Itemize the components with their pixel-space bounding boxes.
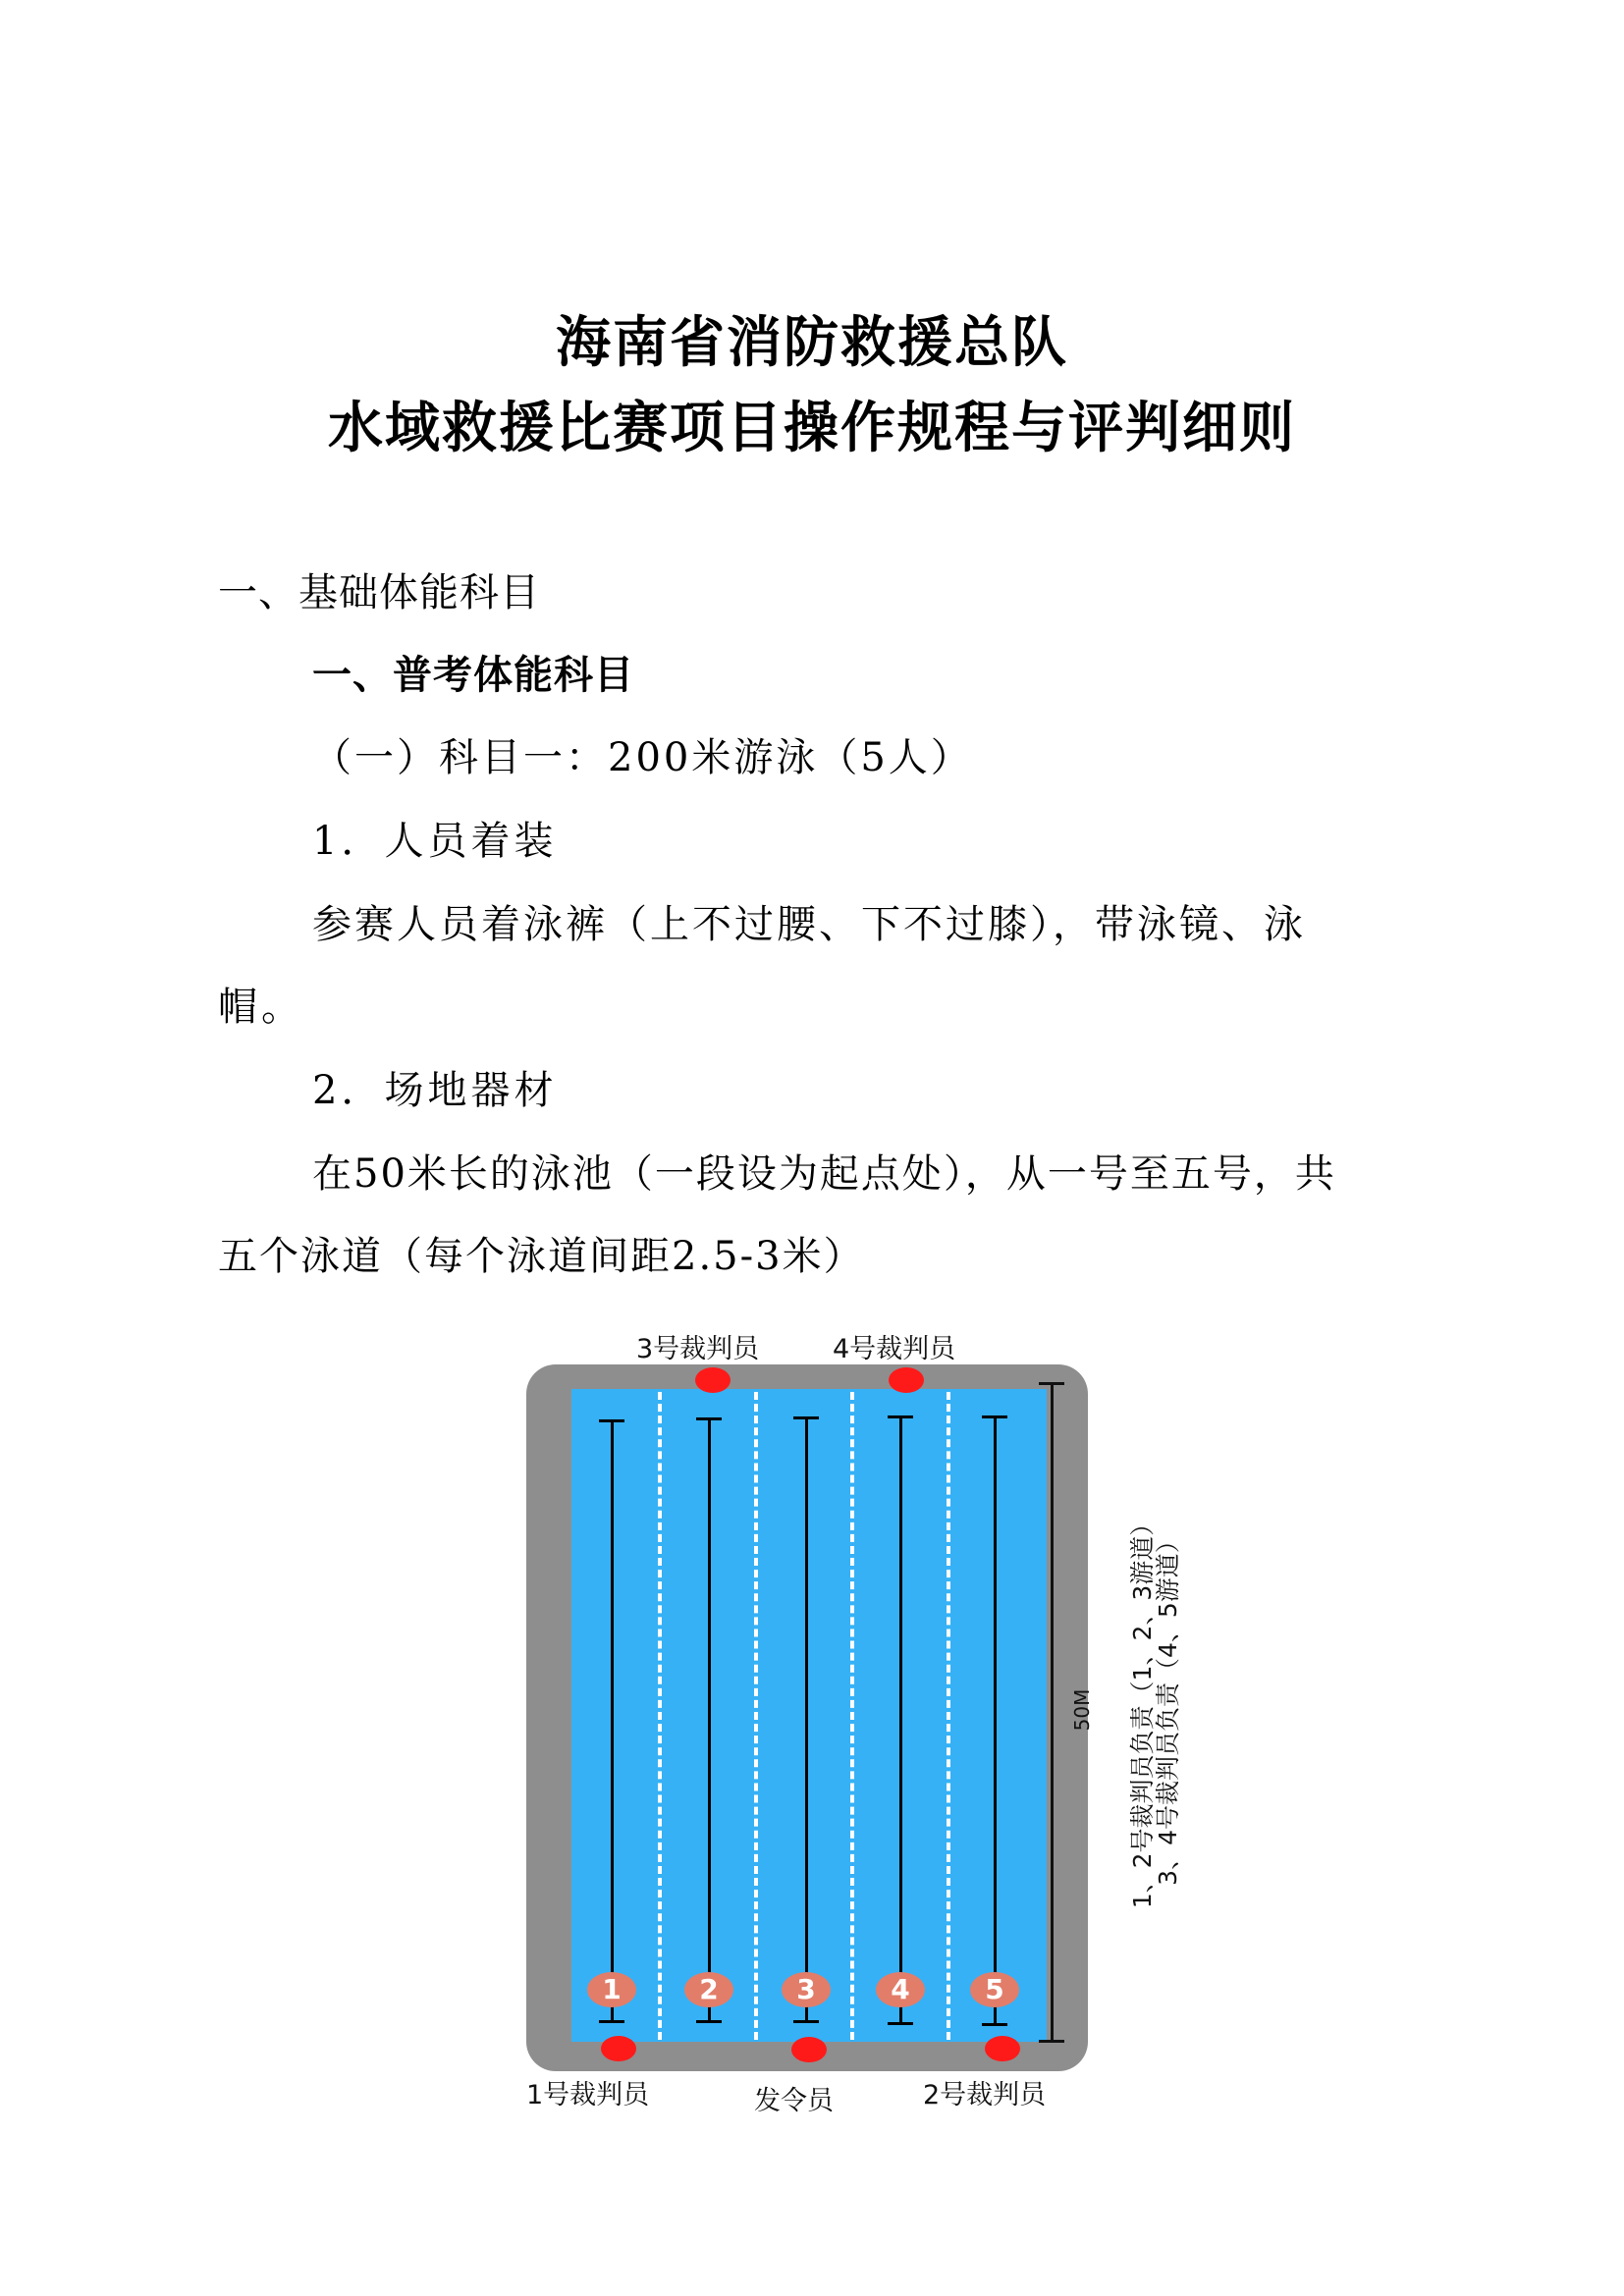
lane-line (611, 1419, 614, 2022)
lane-line-cap (888, 2022, 913, 2025)
judge-3-label: 3号裁判员 (636, 1334, 760, 1364)
judge-4-marker (889, 1367, 924, 1393)
point2-text-line1: 在50米长的泳池（一段设为起点处），从一号至五号，共 (312, 1151, 1336, 1197)
judge-note-line1: 1、2号裁判员负责（1、2、3游道） (1128, 1511, 1157, 1909)
lane-badge-3: 3 (782, 1972, 831, 2007)
judge-1-label: 1号裁判员 (526, 2080, 650, 2110)
judge-1-marker (601, 2036, 636, 2061)
length-bar-cap (1039, 2040, 1064, 2043)
judge-2-marker (985, 2036, 1020, 2061)
lane-badge-5: 5 (970, 1972, 1019, 2007)
item-heading: （一）科目一：200米游泳（5人） (312, 735, 973, 780)
section-heading: 一、基础体能科目 (218, 570, 540, 615)
lane-line (805, 1416, 808, 2022)
document-title-line2: 水域救援比赛项目操作规程与评判细则 (328, 396, 1296, 460)
point1-text-line1: 参赛人员着泳裤（上不过腰、下不过膝），带泳镜、泳 (312, 902, 1306, 947)
judge-note-line2: 3、4号裁判员负责（4、5游道） (1154, 1528, 1182, 1886)
lane-line-cap (793, 2020, 819, 2023)
lane-divider (947, 1392, 950, 2040)
lane-divider (658, 1392, 662, 2040)
length-bar (1051, 1384, 1054, 2042)
lane-divider (754, 1392, 758, 2040)
lane-badge-1: 1 (587, 1972, 636, 2007)
point2-text-line2: 五个泳道（每个泳道间距2.5-3米） (218, 1234, 865, 1279)
length-label: 50M (1070, 1688, 1094, 1732)
starter-label: 发令员 (754, 2086, 834, 2116)
lane-line (994, 1415, 997, 2025)
lane-line (708, 1417, 711, 2022)
starter-marker (791, 2037, 827, 2062)
point1-text-line2: 帽。 (218, 985, 304, 1030)
point2-heading: 2．场地器材 (312, 1068, 558, 1113)
point1-heading: 1．人员着装 (312, 819, 558, 864)
judge-4-label: 4号裁判员 (833, 1334, 956, 1364)
pool-water (571, 1389, 1047, 2042)
judge-2-label: 2号裁判员 (923, 2080, 1047, 2110)
lane-line-cap (696, 2020, 722, 2023)
lane-line-cap (982, 2023, 1007, 2026)
lane-badge-4: 4 (876, 1972, 925, 2007)
subsection-heading: 一、普考体能科目 (312, 653, 634, 698)
lane-badge-2: 2 (684, 1972, 733, 2007)
judge-3-marker (695, 1367, 731, 1393)
lane-line-cap (599, 2020, 624, 2023)
document-title-line1: 海南省消防救援总队 (556, 310, 1068, 375)
lane-divider (850, 1392, 854, 2040)
lane-line (899, 1415, 902, 2024)
